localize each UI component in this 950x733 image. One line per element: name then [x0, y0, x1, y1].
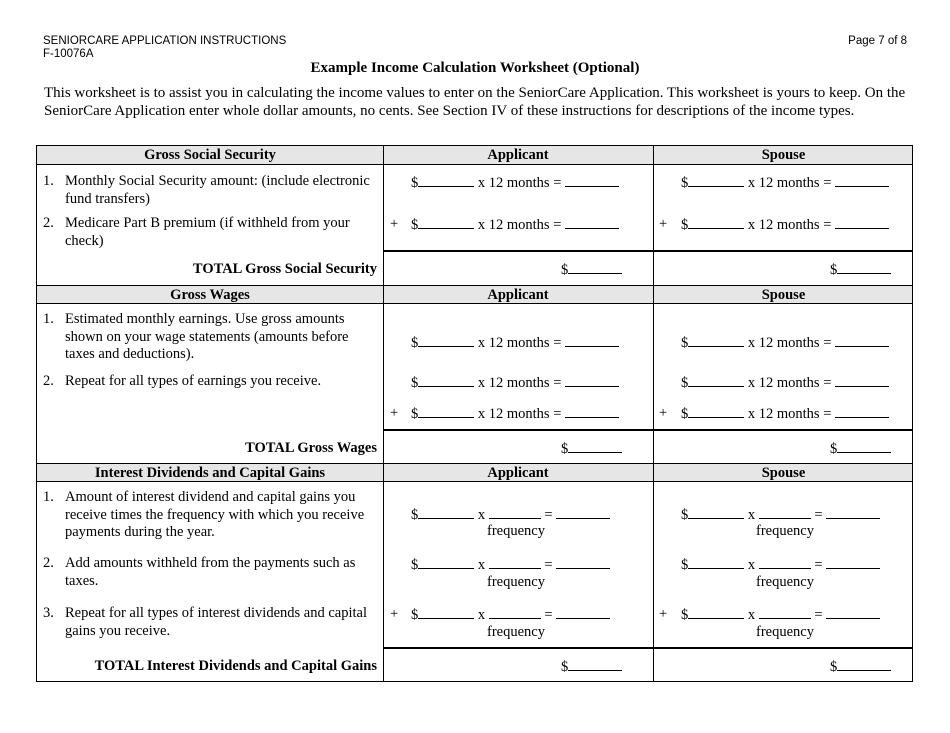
column-heading-applicant: Applicant: [487, 287, 549, 303]
total-blank[interactable]: [837, 260, 891, 274]
wages-applicant-row-1: $ x 12 months =: [411, 333, 619, 352]
column-heading-spouse: Spouse: [761, 465, 806, 481]
section-heading-interest: Interest Dividends and Capital Gains: [94, 465, 326, 481]
annual-blank[interactable]: [565, 215, 619, 229]
total-divider: [383, 429, 912, 431]
column-heading-applicant: Applicant: [487, 465, 549, 481]
interest-item-2: 2. Add amounts withheld from the payments such as taxes.: [43, 555, 356, 589]
ss-spouse-row-1: $ x 12 months =: [681, 173, 889, 192]
amount-blank[interactable]: [688, 373, 744, 387]
amount-blank[interactable]: [418, 505, 474, 519]
total-blank[interactable]: [568, 260, 622, 274]
row-divider: [37, 164, 912, 165]
frequency-blank[interactable]: [759, 505, 811, 519]
frequency-caption: frequency: [487, 624, 545, 640]
wages-spouse-row-3: $ x 12 months =: [681, 404, 889, 423]
income-worksheet-table: [36, 145, 913, 682]
total-blank[interactable]: [837, 657, 891, 671]
frequency-blank[interactable]: [759, 555, 811, 569]
ss-spouse-row-2: $ x 12 months =: [681, 215, 889, 234]
interest-spouse-total: $: [830, 657, 891, 676]
total-blank[interactable]: [568, 657, 622, 671]
annual-blank[interactable]: [565, 333, 619, 347]
frequency-blank[interactable]: [489, 605, 541, 619]
total-blank[interactable]: [837, 439, 891, 453]
annual-blank[interactable]: [826, 505, 880, 519]
frequency-caption: frequency: [756, 574, 814, 590]
frequency-blank[interactable]: [489, 555, 541, 569]
column-heading-spouse: Spouse: [761, 147, 806, 163]
wages-spouse-row-1: $ x 12 months =: [681, 333, 889, 352]
wages-applicant-total: $: [561, 439, 622, 458]
intro-paragraph: This worksheet is to assist you in calculating the income values to enter on the SeniorCare Application. This worksheet is yours to keep. On the SeniorCare Application enter whole dollar amounts, no cents. See Section IV of these instructions for descriptions of the income types.: [44, 85, 906, 119]
ss-item-2: 2. Medicare Part B premium (if withheld from your check): [43, 215, 350, 249]
interest-spouse-row-1: $ x =: [681, 505, 880, 524]
column-divider: [653, 146, 654, 681]
wages-spouse-total: $: [830, 439, 891, 458]
frequency-blank[interactable]: [759, 605, 811, 619]
frequency-caption: frequency: [487, 523, 545, 539]
ss-applicant-row-2: $ x 12 months =: [411, 215, 619, 234]
wages-spouse-row-2: $ x 12 months =: [681, 373, 889, 392]
annual-blank[interactable]: [556, 555, 610, 569]
annual-blank[interactable]: [565, 404, 619, 418]
interest-applicant-row-2: $ x =: [411, 555, 610, 574]
plus-sign: +: [390, 216, 399, 232]
amount-blank[interactable]: [688, 333, 744, 347]
annual-blank[interactable]: [556, 605, 610, 619]
section-heading-social-security: Gross Social Security: [144, 147, 276, 163]
ss-total-label: TOTAL Gross Social Security: [192, 261, 377, 277]
total-blank[interactable]: [568, 439, 622, 453]
plus-sign: +: [390, 606, 399, 622]
interest-applicant-row-1: $ x =: [411, 505, 610, 524]
plus-sign: +: [659, 606, 668, 622]
wages-item-1: 1. Estimated monthly earnings. Use gross amounts shown on your wage statements (amounts before taxes and deductions).: [43, 311, 349, 362]
worksheet-title: Example Income Calculation Worksheet (Optional): [310, 60, 640, 76]
total-divider: [383, 250, 912, 252]
annual-blank[interactable]: [556, 505, 610, 519]
amount-blank[interactable]: [418, 555, 474, 569]
form-number: F-10076A: [43, 48, 94, 60]
plus-sign: +: [390, 405, 399, 421]
column-divider: [383, 146, 384, 681]
plus-sign: +: [659, 216, 668, 232]
interest-item-1: 1. Amount of interest dividend and capital gains you receive times the frequency with which you receive payments during the year.: [43, 489, 365, 540]
amount-blank[interactable]: [418, 173, 474, 187]
amount-blank[interactable]: [688, 505, 744, 519]
frequency-blank[interactable]: [489, 505, 541, 519]
interest-item-3: 3. Repeat for all types of interest dividends and capital gains you receive.: [43, 605, 367, 639]
page-number: Page 7 of 8: [848, 35, 907, 47]
ss-applicant-total: $: [561, 260, 622, 279]
total-divider: [383, 647, 912, 649]
amount-blank[interactable]: [418, 333, 474, 347]
column-heading-applicant: Applicant: [487, 147, 549, 163]
document-title: SENIORCARE APPLICATION INSTRUCTIONS: [43, 35, 287, 47]
annual-blank[interactable]: [835, 373, 889, 387]
wages-applicant-row-3: $ x 12 months =: [411, 404, 619, 423]
interest-spouse-row-2: $ x =: [681, 555, 880, 574]
wages-item-2: 2. Repeat for all types of earnings you receive.: [43, 373, 322, 389]
amount-blank[interactable]: [688, 404, 744, 418]
plus-sign: +: [659, 405, 668, 421]
interest-total-label: TOTAL Interest Dividends and Capital Gains: [94, 658, 377, 674]
interest-applicant-row-3: $ x =: [411, 605, 610, 624]
annual-blank[interactable]: [826, 555, 880, 569]
ss-spouse-total: $: [830, 260, 891, 279]
annual-blank[interactable]: [565, 173, 619, 187]
wages-applicant-row-2: $ x 12 months =: [411, 373, 619, 392]
amount-blank[interactable]: [418, 215, 474, 229]
amount-blank[interactable]: [418, 605, 474, 619]
interest-spouse-row-3: $ x =: [681, 605, 880, 624]
annual-blank[interactable]: [835, 215, 889, 229]
frequency-caption: frequency: [487, 574, 545, 590]
frequency-caption: frequency: [756, 523, 814, 539]
amount-blank[interactable]: [418, 373, 474, 387]
annual-blank[interactable]: [835, 404, 889, 418]
amount-blank[interactable]: [688, 173, 744, 187]
ss-applicant-row-1: $ x 12 months =: [411, 173, 619, 192]
frequency-caption: frequency: [756, 624, 814, 640]
annual-blank[interactable]: [565, 373, 619, 387]
amount-blank[interactable]: [688, 215, 744, 229]
annual-blank[interactable]: [835, 333, 889, 347]
amount-blank[interactable]: [688, 555, 744, 569]
annual-blank[interactable]: [835, 173, 889, 187]
interest-applicant-total: $: [561, 657, 622, 676]
wages-total-label: TOTAL Gross Wages: [245, 440, 377, 456]
annual-blank[interactable]: [826, 605, 880, 619]
section-heading-gross-wages: Gross Wages: [170, 287, 250, 303]
amount-blank[interactable]: [418, 404, 474, 418]
column-heading-spouse: Spouse: [761, 287, 806, 303]
ss-item-1: 1. Monthly Social Security amount: (include electronic fund transfers): [43, 173, 370, 207]
amount-blank[interactable]: [688, 605, 744, 619]
